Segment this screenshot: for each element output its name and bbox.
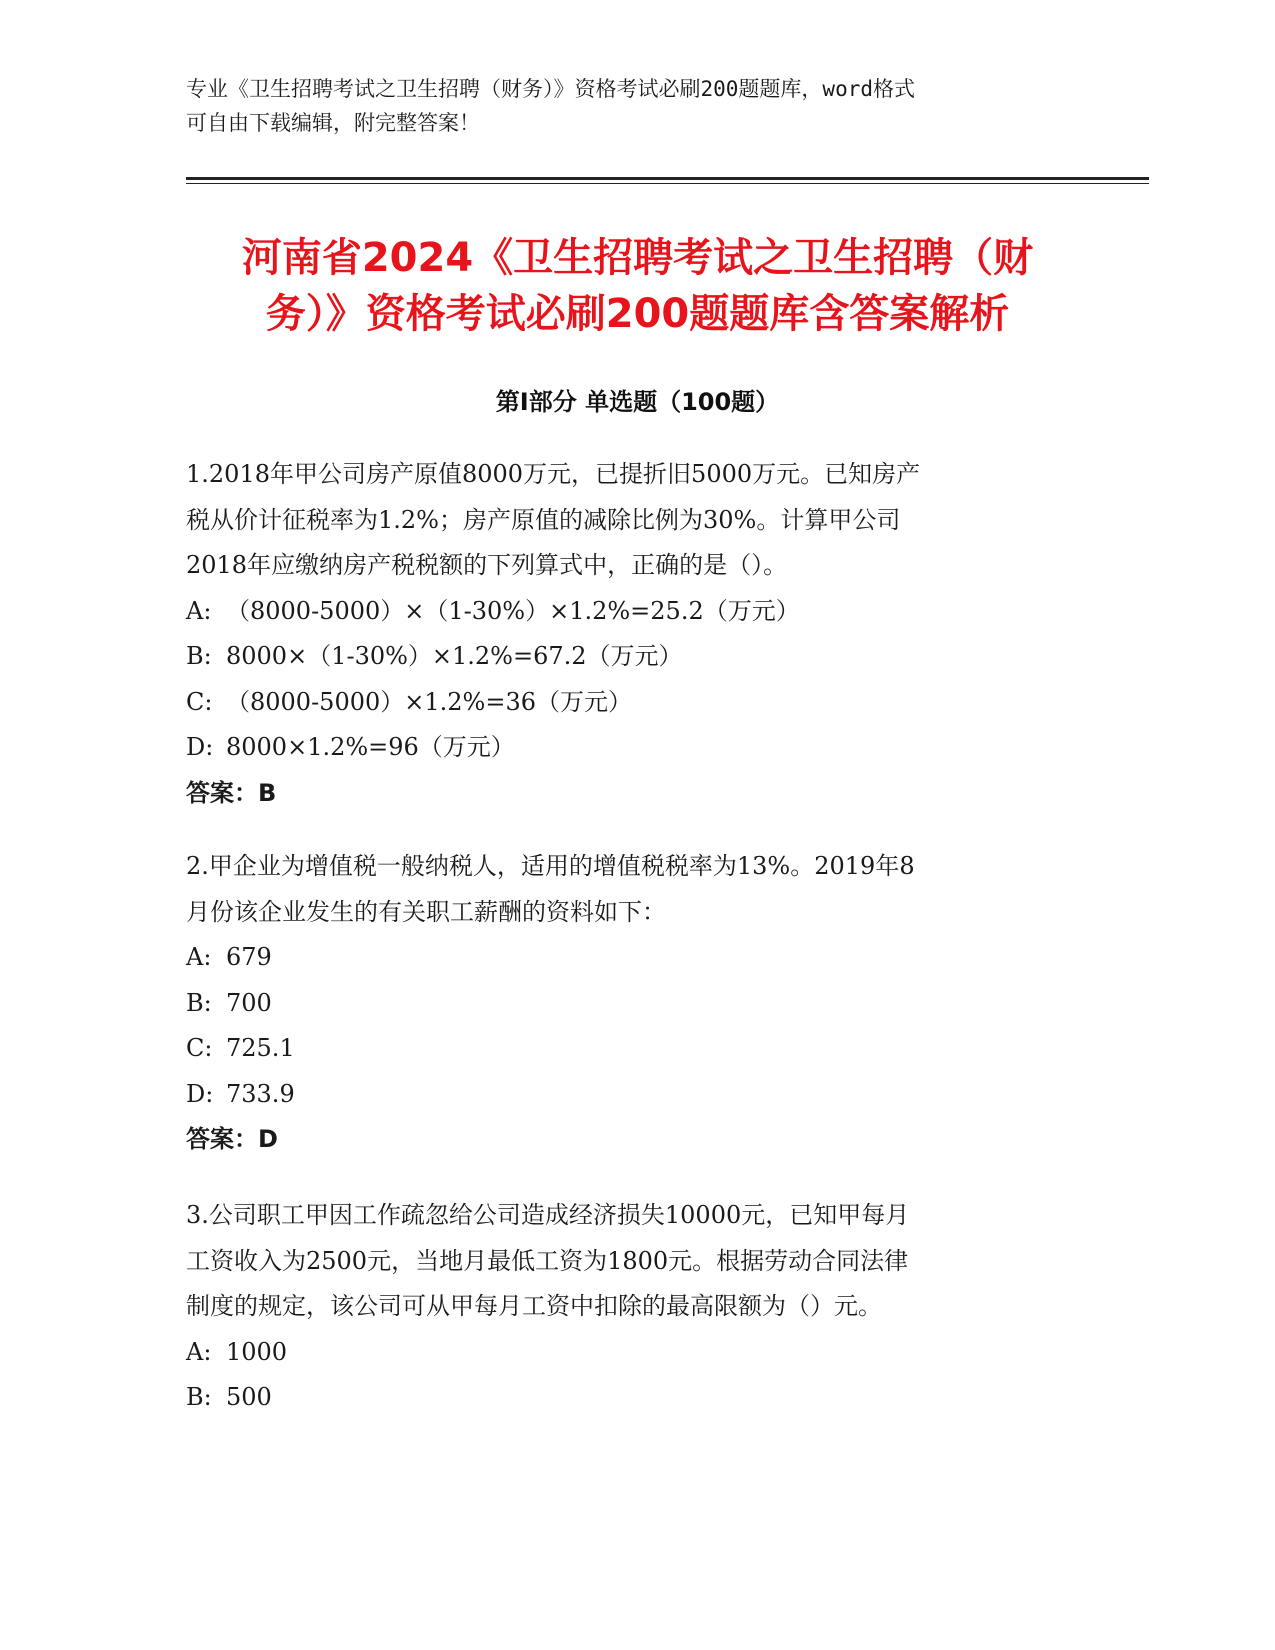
option-a: [186, 1330, 1066, 1376]
header-note-line: 可自由下载编辑，附完整答案！: [186, 111, 480, 135]
question-stem-line: 工资收入为2500元，当地月最低工资为1800元。根据劳动合同法律: [186, 1246, 909, 1275]
option-text: （8000-5000）×1.2%=36（万元）: [226, 687, 632, 716]
option-text: 8000×（1-30%）×1.2%=67.2（万元）: [226, 642, 683, 670]
question-1: [186, 452, 1066, 816]
question-stem-line: 3.公司职工甲因工作疏忽给公司造成经济损失10000元，已知甲每月: [186, 1201, 910, 1229]
option-key: A:: [186, 1337, 212, 1366]
header-divider-thin: [186, 183, 1149, 184]
option-b: [186, 1375, 1066, 1421]
document-title-line: 务）》资格考试必刷200题题库含答案解析: [265, 291, 1010, 337]
option-key: B:: [186, 1383, 212, 1411]
option-key: C:: [186, 1034, 213, 1062]
option-text: 700: [226, 988, 272, 1017]
option-text: 1000: [226, 1337, 288, 1366]
option-key: A:: [186, 943, 212, 971]
option-key: B:: [186, 988, 212, 1017]
option-a: [186, 589, 1066, 635]
question-3: [186, 1193, 1066, 1421]
option-text: 733.9: [226, 1079, 295, 1108]
question-stem-line: 税从价计征税率为1.2%；房产原值的减除比例为30%。计算甲公司: [186, 505, 901, 534]
document-title: [186, 230, 1089, 342]
answer-line: 答案：D: [186, 1125, 278, 1153]
option-text: 8000×1.2%=96（万元）: [226, 733, 515, 761]
header-note: [186, 72, 1066, 140]
option-key: A:: [186, 596, 212, 625]
section-heading: 第Ⅰ部分 单选题（100题）: [495, 388, 780, 416]
option-text: 500: [226, 1383, 272, 1411]
option-b: [186, 981, 1066, 1027]
header-note-line: 专业《卫生招聘考试之卫生招聘（财务）》资格考试必刷200题题库，word格式: [186, 77, 915, 101]
question-stem-line: 2.甲企业为增值税一般纳税人，适用的增值税税率为13%。2019年8: [186, 852, 915, 880]
option-text: 679: [226, 943, 272, 971]
option-key: D:: [186, 1079, 214, 1108]
option-key: D:: [186, 733, 214, 761]
option-a: [186, 935, 1066, 981]
question-stem-line: 1.2018年甲公司房产原值8000万元，已提折旧5000万元。已知房产: [186, 460, 921, 488]
option-b: [186, 634, 1066, 680]
option-c: [186, 1026, 1066, 1072]
question-stem-line: 月份该企业发生的有关职工薪酬的资料如下：: [186, 897, 666, 926]
header-divider-thick: [186, 177, 1149, 180]
answer-line: 答案：B: [186, 778, 277, 807]
option-key: C:: [186, 687, 213, 716]
question-stem-line: 2018年应缴纳房产税税额的下列算式中，正确的是（）。: [186, 551, 788, 579]
option-d: [186, 1072, 1066, 1118]
document-title-line: 河南省2024《卫生招聘考试之卫生招聘（财: [241, 235, 1034, 281]
option-d: [186, 725, 1066, 771]
option-c: [186, 680, 1066, 726]
option-text: 725.1: [226, 1034, 295, 1062]
question-2: [186, 844, 1066, 1163]
question-stem-line: 制度的规定，该公司可从甲每月工资中扣除的最高限额为（）元。: [186, 1292, 882, 1320]
option-text: （8000-5000）×（1-30%）×1.2%=25.2（万元）: [226, 596, 800, 625]
option-key: B:: [186, 642, 212, 670]
